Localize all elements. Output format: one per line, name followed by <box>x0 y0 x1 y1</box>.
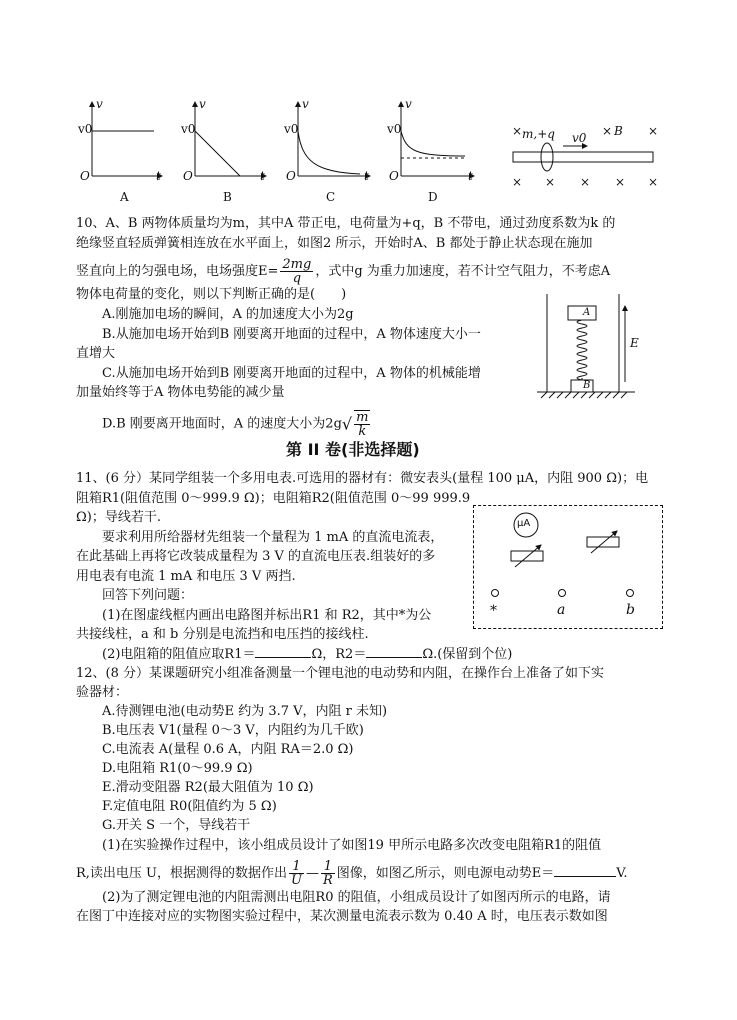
graph-b <box>195 102 266 176</box>
graph-a-v-label: v <box>96 97 103 111</box>
inverse-u-fraction: $\frac{1}{U}$ <box>291 859 302 888</box>
graph-b-origin: O <box>183 169 193 183</box>
q12-part1-prefix: R,读出电压 U，根据测得的数据作出 <box>76 866 288 881</box>
field-cross-1: × <box>512 124 523 138</box>
graph-a <box>92 102 162 176</box>
q12-item-g: G.开关 S 一个，导线若干 <box>102 818 251 833</box>
field-cross-2: × <box>602 124 613 138</box>
graph-c-caption: C <box>326 190 336 204</box>
r2-answer-blank[interactable] <box>366 645 422 658</box>
graph-a-caption: A <box>120 190 129 204</box>
q11-r2-suffix: Ω.(保留到个位) <box>422 647 513 662</box>
spring-block-a: A <box>583 307 591 318</box>
q11-line-9: 共接线柱，a 和 b 分别是电流挡和电压挡的接线柱. <box>76 627 369 642</box>
q11-line-3: Ω)；导线若干. <box>76 510 161 525</box>
field-cross-8: × <box>648 175 659 189</box>
graph-c-v-label: v <box>302 97 309 111</box>
sqrt-fraction <box>354 410 370 438</box>
graph-d-v-label: v <box>405 97 412 111</box>
q10-line-3 <box>76 258 610 285</box>
q12-item-f: F.定值电阻 R0(阻值约为 5 Ω) <box>102 799 277 814</box>
q12-item-b: B.电压表 V1(量程 0～3 V，内阻约为几千欧) <box>102 723 364 738</box>
q10-option-c-1: C.从施加电场开始到B 刚要离开地面的过程中，A 物体的机械能增 <box>102 366 481 381</box>
q12-line-2: 验器材： <box>76 685 129 700</box>
section-title: 第 II 卷(非选择题) <box>286 440 420 459</box>
q10-line-2: 绝缘竖直轻质弹簧相连放在水平面上，如图2 所示，开始时A、B 都处于静止状态现在施加 <box>76 236 593 251</box>
sqrt-den: k <box>358 424 367 439</box>
graph-a-t-label: t <box>156 169 161 183</box>
microammeter-label: μA <box>517 518 531 529</box>
r1-answer-blank[interactable] <box>255 645 311 658</box>
spring-field-e: E <box>630 336 639 350</box>
q10-option-d-text: D.B 刚要离开地面时，A 的速度大小为2g <box>102 416 342 432</box>
graph-c-t-label: t <box>364 169 369 183</box>
graph-d-t-label: t <box>468 169 473 183</box>
q12-item-a: A.待测锂电池(电动势E 约为 3.7 V，内阻 r 未知) <box>102 704 388 719</box>
graph-b-v0-label: v0 <box>181 122 196 136</box>
q12-part2-line-1: (2)为了测定锂电池的内阻需测出电阻R0 的阻值，小组成员设计了如图丙所示的电路，请 <box>102 890 611 905</box>
q10-line-3a: 竖直向上的匀强电场，电场强度E= <box>76 264 279 279</box>
q11-line-5: 在此基础上再将它改装成量程为 3 V 的直流电压表.组装好的多 <box>76 549 436 564</box>
q10-option-d: D.B 刚要离开地面时，A 的速度大小为2g√ $\frac{m}{k}$ <box>102 410 369 439</box>
q11-line-10 <box>102 645 512 664</box>
graph-b-caption: B <box>223 190 232 204</box>
q10-line-4: 物体电荷量的变化，则以下判断正确的是( ) <box>76 287 347 302</box>
field-b-label: B <box>614 124 623 138</box>
q10-option-b-2: 直增大 <box>76 346 116 361</box>
graph-d <box>401 102 474 176</box>
graph-d-origin: O <box>389 169 399 183</box>
q12-line-1: 12、(8 分）某课题研究小组准备测量一个锂电池的电动势和内阻，在操作台上准备了如下实 <box>76 666 605 681</box>
q12-item-c: C.电流表 A(量程 0.6 A，内阻 RA＝2.0 Ω) <box>102 742 354 757</box>
q12-item-d: D.电阻箱 R1(0～99.9 Ω) <box>102 761 253 776</box>
q11-line-1: 11、(6 分）某同学组装一个多用电表.可选用的器材有：微安表头(量程 100 μA，内阻 900 Ω)；电 <box>76 471 649 486</box>
graph-a-origin: O <box>80 169 90 183</box>
graph-c-v0-label: v0 <box>284 122 299 136</box>
terminal-star[interactable]: * <box>490 603 497 619</box>
q11-line-6: 用电表有电流 1 mA 和电压 3 V 两挡. <box>76 569 296 584</box>
q11-line-4: 要求利用所给器材先组装一个量程为 1 mA 的直流电流表， <box>102 530 444 545</box>
graph-c <box>298 102 370 176</box>
inverse-r-fraction: $\frac{1}{R}$ <box>322 859 333 888</box>
q10-line-3b: ，式中g 为重力加速度，若不计空气阻力，不考虑A <box>315 264 611 279</box>
q12-part2-line-2: 在图丁中连接对应的实物图实验过程中，某次测量电流表示数为 0.40 A 时，电压表示数如图 <box>76 909 608 924</box>
q11-line-7: 回答下列问题： <box>102 588 194 603</box>
q11-line-8: (1)在图虚线框内画出电路图并标出R1 和 R2，其中*为公 <box>102 608 432 623</box>
field-v0-label: v0 <box>572 131 587 145</box>
graph-c-origin: O <box>286 169 296 183</box>
emf-answer-blank[interactable] <box>554 864 616 877</box>
frac-den: q <box>292 271 302 286</box>
field-cross-5: × <box>545 175 556 189</box>
q10-option-b-1: B.从施加电场开始到B 刚要离开地面的过程中，A 物体速度大小一 <box>102 327 481 342</box>
field-cross-3: × <box>648 124 659 138</box>
q12-part1-line-2: R,读出电压 U，根据测得的数据作出 $\frac{1}{U}$ — $\frac{1}{R}$ 图像，如图乙所示，则电源电动势E＝ V. <box>76 859 628 888</box>
sqrt-num: m <box>356 410 369 425</box>
q11-line-2: 阻箱R1(阻值范围 0～999.9 Ω)；电阻箱R2(阻值范围 0～99 999.9 <box>76 491 471 506</box>
graph-d-caption: D <box>428 190 438 204</box>
field-cross-6: × <box>580 175 591 189</box>
spring-block-b: B <box>583 380 591 391</box>
q10-line-1: 10、A、B 两物体质量均为m，其中A 带正电，电荷量为+q，B 不带电，通过劲度系数为k 的 <box>76 216 616 231</box>
q12-part1-line-1: (1)在实验操作过程中，该小组成员设计了如图19 甲所示电路多次改变电阻箱R1的阻值 <box>102 838 602 853</box>
graph-b-v-label: v <box>199 97 206 111</box>
q11-r1-prefix: (2)电阻箱的阻值应取R1＝ <box>102 647 256 662</box>
field-strength-fraction <box>280 258 313 285</box>
graph-a-v0-label: v0 <box>78 122 93 136</box>
field-cross-4: × <box>512 175 523 189</box>
q12-item-e: E.滑动变阻器 R2(最大阻值为 10 Ω) <box>102 780 314 795</box>
q12-part1-middle: 图像，如图乙所示，则电源电动势E＝ <box>336 866 555 881</box>
terminal-b[interactable]: b <box>626 602 635 618</box>
terminal-a[interactable]: a <box>557 602 566 618</box>
q10-option-a: A.刚施加电场的瞬间，A 的加速度大小为2g <box>102 307 354 322</box>
q12-part1-suffix: V. <box>616 866 628 881</box>
q10-option-c-2: 加量始终等于A 物体电势能的减少量 <box>76 385 285 400</box>
graph-d-v0-label: v0 <box>387 122 402 136</box>
graph-b-t-label: t <box>260 169 265 183</box>
velocity-graphs <box>70 96 490 208</box>
field-charge-label: m,+q <box>522 127 555 141</box>
field-cross-7: × <box>615 175 626 189</box>
frac-num: 2mg <box>282 257 312 272</box>
q11-r2-prefix: Ω，R2＝ <box>311 647 367 662</box>
